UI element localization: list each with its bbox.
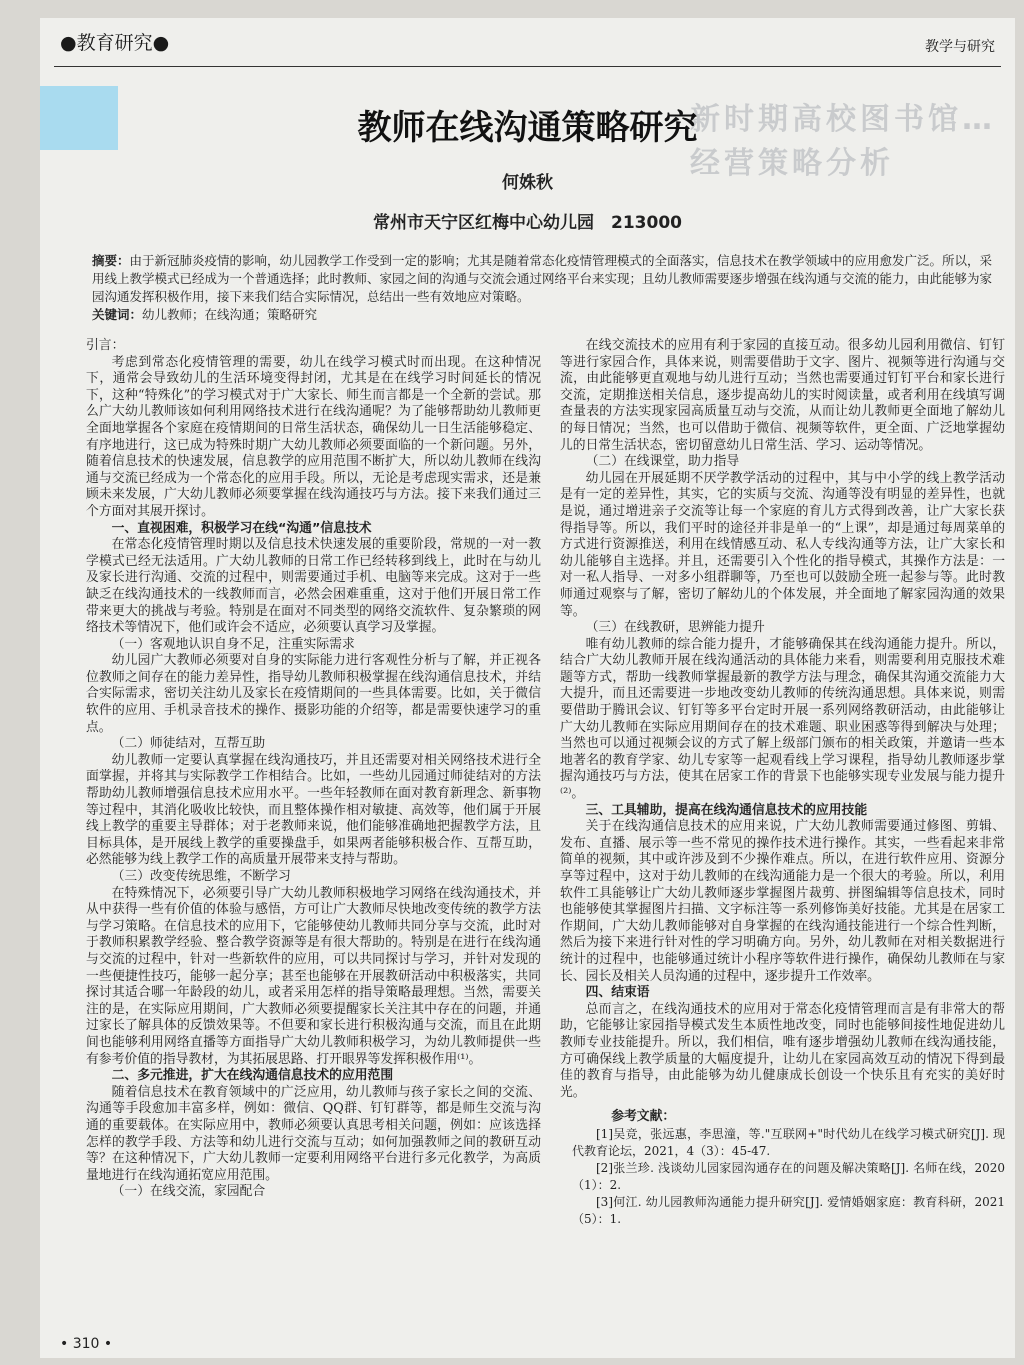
body-paragraph: 唯有幼儿教师的综合能力提升，才能够确保其在线沟通能力提升。所以，结合广大幼儿教师开展在线沟通活动的具体能力来看，则需要利用克服技术难题等方式，帮助一线教师掌握最新的教学方法与理念，确保其沟通交流能力大大提升，而且还需要进一步地改变幼儿教师的传统沟通思想。具体来说，则需要借助于腾讯会议、钉钉等多平台定时开展一系列网络教研活动，由此能够让广大幼儿教师在实际应用期间存在的技术难题、职业困惑等得到解决与处理；当然也可以通过视频会议的方式了解上级部门颁布的相关政策，并邀请一些本地著名的教育学家、幼儿专家等一起观看线上学习课程，指导幼儿教师逐步掌握沟通技巧与方法，使其在居家工作的背景下也能够实现专业发展与能力提升⁽²⁾。 xyxy=(560,636,1005,802)
abstract-label: 摘要： xyxy=(92,253,130,268)
intro-label: 引言： xyxy=(86,338,125,353)
body-paragraph: 考虑到常态化疫情管理的需要，幼儿在线学习模式时而出现。在这种情况下，通常会导致幼儿的生活环境变得封闭，尤其是在在线学习时间延长的情况下，这种“特殊化”的学习模式对于广大家长、师生而言都是一个全新的尝试。那么广大幼儿教师该如何利用网络技术进行在线沟通呢？为了能够帮助幼儿教师更全面地掌握各个家庭在疫情期间的日常生活状态，确保幼儿一日生活能够稳定、有序地进行，这已成为特殊时期广大幼儿教师必须要面临的一个新问题。另外，随着信息技术的快速发展，信息教学的应用范围不断扩大，所以幼儿教师在线沟通与交流已经成为一个常态化的应用手段。所以，无论是考虑现实需求，还是兼顾未来发展，广大幼儿教师必须要掌握在线沟通技巧与方法。接下来我们通过三个方面对其展开探讨。 xyxy=(86,354,541,519)
body-paragraph: 关于在线沟通信息技术的应用来说，广大幼儿教师需要通过修图、剪辑、发布、直播、展示等一些不常见的操作技术进行操作。其实，一些看起来非常简单的视频，其中或许涉及到不少操作难点。所以，在进行软件应用、资源分享等过程中，这对于幼儿教师的在线沟通能力是一个很大的考验。所以，利用软件工具能够让广大幼儿教师逐步掌握图片裁剪、拼图编辑等信息技术，同时也能够使其掌握图片扫描、文字标注等一系列修饰美好技能。尤其是在居家工作期间，广大幼儿教师能够对自身掌握的在线沟通技能进行一个综合性判断，然后为接下来进行针对性的学习明确方向。另外，幼儿教师在对相关数据进行统计的过程中，也能够通过统计小程序等软件进行操作，确保幼儿教师在与家长、园长及相关人员沟通的过程中，逐步提升工作效率。 xyxy=(560,819,1005,984)
body-paragraph: 总而言之，在线沟通技术的应用对于常态化疫情管理而言是有非常大的帮助，它能够让家园指导模式发生本质性地改变，同时也能够间接性地促进幼儿教师专业技能提升。所以，我们相信，唯有逐步增强幼儿教师在线沟通技能，方可确保线上教学质量的大幅度提升，让幼儿在家园高效互动的情况下得到最佳的教育与指导，由此能够为幼儿健康成长创设一个快乐且有充实的美好时光。 xyxy=(560,1001,1005,1100)
reference-item: [1]吴竞，张远惠，李思潼，等."互联网+"时代幼儿在线学习模式研究[J]. 现代教育论坛，2021，4（3）：45-47. xyxy=(572,1126,1005,1158)
body-paragraph: 幼儿园广大教师必须要对自身的实际能力进行客观性分析与了解，并正视各位教师之间存在的能力差异性，指导幼儿教师积极掌握在线沟通信息技术，并结合实际需求，密切关注幼儿及家长在疫情期间的一些具体需要。比如，关于微信软件的应用、手机录音技术的操作、摄影功能的介绍等，都是需要快速学习的重点。 xyxy=(86,653,541,735)
keywords-label: 关键词： xyxy=(92,307,143,322)
reference-list xyxy=(560,1126,1005,1228)
section-heading: 三、工具辅助，提高在线沟通信息技术的应用技能 xyxy=(585,802,868,818)
abstract xyxy=(92,252,997,306)
bleed-through-text: 新时期高校图书馆…经营策略分析 xyxy=(690,102,996,181)
article-title: 教师在线沟通策略研究 xyxy=(357,108,698,148)
header-divider xyxy=(54,66,1001,67)
subsection-heading: （一）在线交流，家园配合 xyxy=(111,1184,266,1200)
section-header: ●教育研究● xyxy=(60,32,170,54)
section-heading: 四、结束语 xyxy=(585,985,650,1001)
body-paragraph: 在特殊情况下，必须要引导广大幼儿教师积极地学习网络在线沟通技术，并从中获得一些有价值的体验与感悟，方可让广大教师尽快地改变传统的教学方法与学习策略。在信息技术的应用下，它能够使幼儿教师共同分享与交流，此时对于教师积累教学经验、整合教学资源等是有很大帮助的。特别是在进行在线沟通与交流的过程中，针对一些新软件的应用，可以共同探讨与学习，并针对发现的一些便捷性技巧，能够一起分享；甚至也能够在开展教研活动中积极落实，共同探讨其适合哪一年龄段的幼儿，或者采用怎样的指导策略最理想。当然，需要关注的是，在实际应用期间，广大教师必须要提醒家长关注其中存在的问题，并通过家长了解具体的反馈效果等。不但要和家长进行积极沟通与交流，而且在此期间也能够利用网络直播等方面指导广大幼儿教师积极学习，为幼儿教师提供一些有参考价值的指导教材，为其拓展思路、打开眼界等发挥积极作用⁽¹⁾。 xyxy=(86,885,541,1067)
journal-page xyxy=(40,18,1015,1358)
body-paragraph: 随着信息技术在教育领域中的广泛应用，幼儿教师与孩子家长之间的交流、沟通等手段愈加丰富多样，例如：微信、QQ群、钉钉群等，都是师生交流与沟通的重要载体。在实际应用中，教师必须要认真思考相关问题，例如：应该选择怎样的教学手段、方法等和幼儿进行交流与互动；如何加强教师之间的教研互动等？在这种情况下，广大幼儿教师一定要利用网络平台进行多元化教学，为高质量地进行在线沟通拓宽应用范围。 xyxy=(86,1084,541,1183)
body-paragraph: 在常态化疫情管理时期以及信息技术快速发展的重要阶段，常规的一对一教学模式已经无法适用。广大幼儿教师的日常工作已经转移到线上，此时在与幼儿及家长进行沟通、交流的过程中，则需要通过手机、电脑等来完成。这对于一些缺乏在线沟通技术的一线教师而言，必然会困难重重，这对于他们开展日常工作带来更大的挑战与考验。特别是在面对不同类型的网络交流软件、复杂繁琐的网络技术等情况下，他们或许会不适应，必须要认真学习及掌握。 xyxy=(86,537,541,636)
keywords-text: 幼儿教师；在线沟通；策略研究 xyxy=(142,307,318,322)
body-paragraph: 幼儿园在开展延期不厌学教学活动的过程中，其与中小学的线上教学活动是有一定的差异性，其实，它的实质与交流、沟通等没有明显的差异性，也就是说，通过增进亲子交流等让每一个家庭的育儿方式得到改善，让广大家长获得指导等。所以，我们平时的途径并非是单一的“上课”，却是通过每周菜单的方式进行资源推送，利用在线情感互动、私人专线沟通等方法，让广大家长和幼儿能够自主选择。并且，还需要引入个性化的指导模式，其操作方法是：一对一私人指导、一对多小组群聊等，乃至也可以鼓励全班一起参与等。此时教师通过观察与了解，密切了解幼儿的个体发展，并全面地了解家园沟通的效果等。 xyxy=(560,470,1005,619)
journal-name: 教学与研究 xyxy=(925,39,995,55)
references-title: 参考文献： xyxy=(611,1109,676,1125)
article-affiliation: 常州市天宁区红梅中心幼儿园 213000 xyxy=(373,213,682,233)
subsection-heading: （二）在线课堂，助力指导 xyxy=(585,454,740,470)
page-number: • 310 • xyxy=(60,1336,113,1352)
subsection-heading: （二）师徒结对，互帮互助 xyxy=(111,736,266,752)
right-column xyxy=(560,338,1005,1228)
body-paragraph: 在线交流技术的应用有利于家园的直接互动。很多幼儿园利用微信、钉钉等进行家园合作，具体来说，则需要借助于文字、图片、视频等进行沟通与交流，由此能够更直观地与幼儿进行互动；当然也需要通过钉钉平台和家长进行交流，定期推送相关信息，逐步提高幼儿的实时阅读量，或者利用在线填写调查量表的方法实现家园高质量互动与交流，从而让幼儿教师更全面地了解幼儿的每日情况；当然，也可以借助于微信、视频等软件，更全面、广泛地掌握幼儿的日常生活状态，密切留意幼儿日常生活、学习、运动等情况。 xyxy=(560,338,1005,453)
abstract-text: 由于新冠肺炎疫情的影响，幼儿园教学工作受到一定的影响；尤其是随着常态化疫情管理模式的全面落实，信息技术在教学领域中的应用愈发广泛。所以，采用线上教学模式已经成为一个普通选择；此时教师、家园之间的沟通与交流会通过网络平台来实现；且幼儿教师需要逐步增强在线沟通与交流的能力，由此能够为家园沟通发挥积极作用，接下来我们结合实际情况，总结出一些有效地应对策略。 xyxy=(92,253,993,304)
subsection-heading: （三）改变传统思维，不断学习 xyxy=(111,869,291,884)
article-author: 何姝秋 xyxy=(502,173,553,193)
abstract-block xyxy=(92,252,997,324)
body-paragraph: 幼儿教师一定要认真掌握在线沟通技巧，并且还需要对相关网络技术进行全面掌握，并将其与实际教学工作相结合。比如，一些幼儿园通过师徒结对的方法帮助幼儿教师增强信息技术应用水平。一些年轻教师在面对教育新理念、新事物等过程中，其消化吸收比较快，而且整体操作相对敏捷、高效等，他们属于开展线上教学的重要主导群体；对于老教师来说，他们能够准确地把握教学方法，且目标具体，是开展线上教学的重要操盘手，如果两者能够积极合作、互帮互助，必然能够为线上教学工作的高质量开展带来支持与帮助。 xyxy=(86,752,541,868)
subsection-heading: （三）在线教研，思辨能力提升 xyxy=(585,620,765,636)
keywords xyxy=(92,306,997,324)
right-column-body xyxy=(560,338,1005,1101)
reference-item: [3]何江. 幼儿园教师沟通能力提升研究[J]. 爱情婚姻家庭：教育科研，2021（5）：1. xyxy=(572,1194,1005,1226)
reference-item: [2]张兰珍. 浅谈幼儿园家园沟通存在的问题及解决策略[J]. 名师在线，2020（1）：2. xyxy=(572,1160,1005,1192)
subsection-heading: （一）客观地认识自身不足，注重实际需求 xyxy=(111,636,355,652)
section-heading: 一、直视困难，积极学习在线“沟通”信息技术 xyxy=(111,520,372,536)
section-heading: 二、多元推进，扩大在线沟通信息技术的应用范围 xyxy=(111,1068,394,1084)
left-column xyxy=(86,338,541,1201)
